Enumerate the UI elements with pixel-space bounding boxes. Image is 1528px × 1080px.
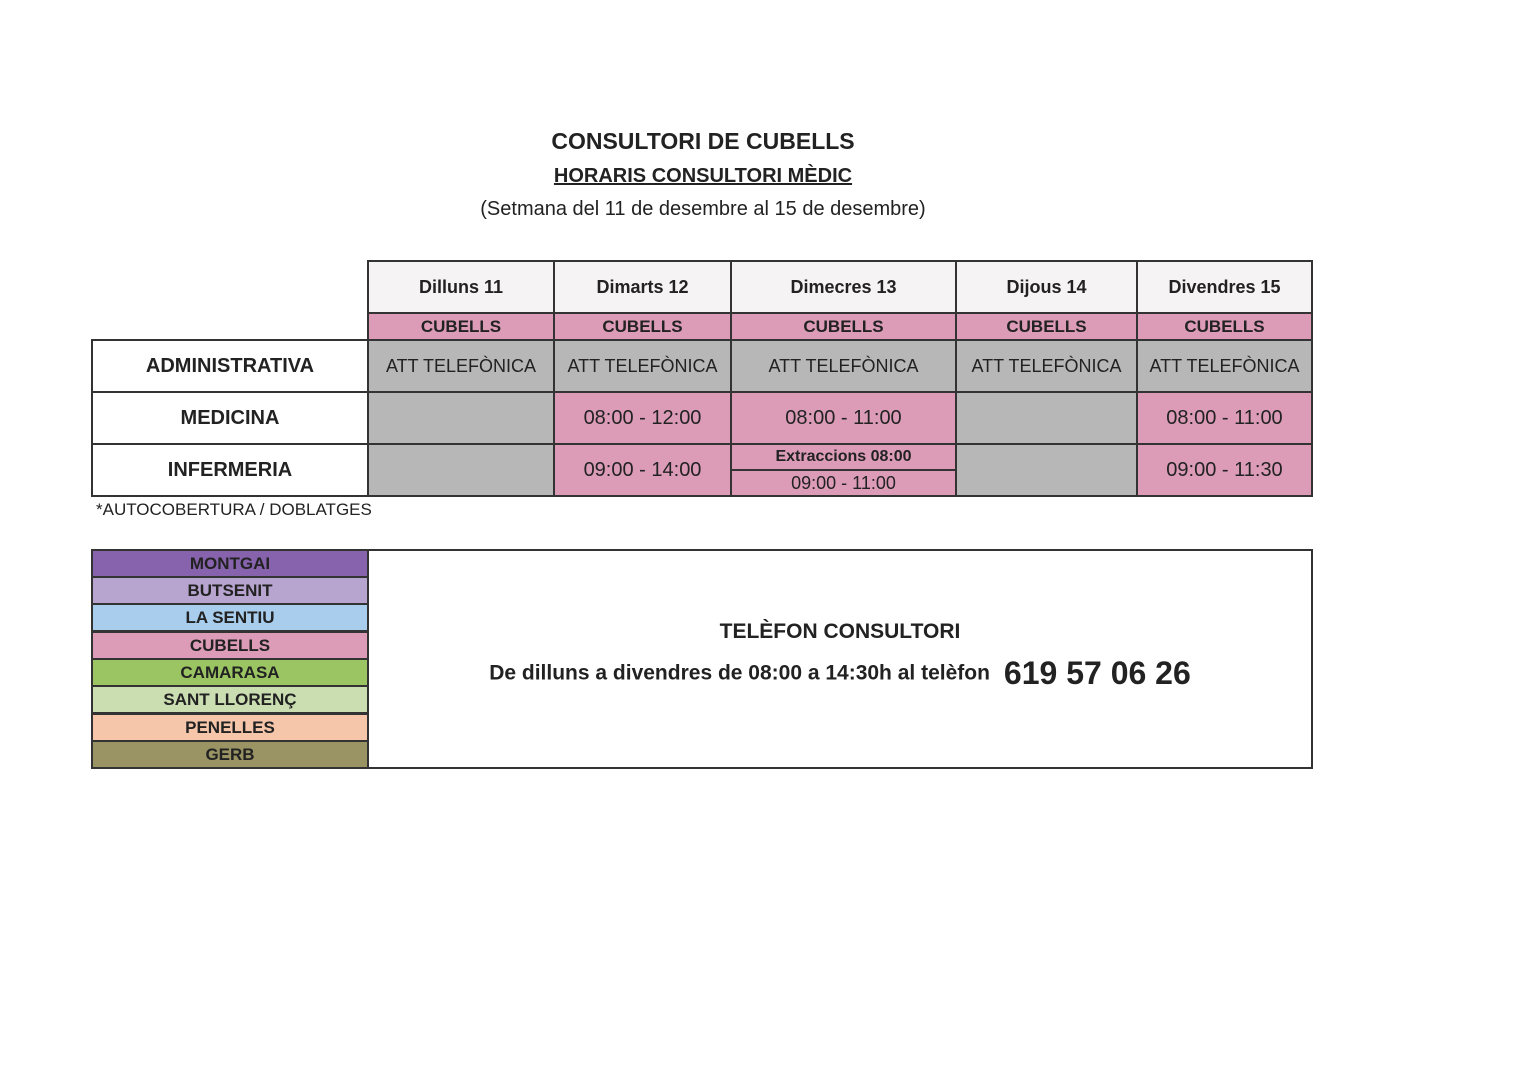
medicina-monday-cell: [367, 391, 555, 445]
location-wednesday: CUBELLS: [730, 312, 957, 341]
week-range: (Setmana del 11 de desembre al 15 de desembre): [480, 198, 926, 220]
phone-number: 619 57 06 26: [1003, 655, 1191, 691]
infermeria-thursday-cell: [955, 443, 1138, 497]
row-label-administrativa: ADMINISTRATIVA: [91, 339, 369, 393]
medicina-wednesday-cell: 08:00 - 11:00: [730, 391, 957, 445]
infermeria-monday-cell: [367, 443, 555, 497]
legend-item-montgai: MONTGAI: [91, 549, 369, 578]
page-title: CONSULTORI DE CUBELLS: [551, 128, 855, 154]
admin-tuesday-cell: ATT TELEFÒNICA: [553, 339, 732, 393]
row-label-medicina: MEDICINA: [91, 391, 369, 445]
day-header-monday: Dilluns 11: [367, 260, 555, 314]
legend-item-cubells: CUBELLS: [91, 631, 369, 660]
day-header-friday: Divendres 15: [1136, 260, 1313, 314]
infermeria-wednesday-extraccions: Extraccions 08:00: [730, 443, 957, 471]
infermeria-tuesday-cell: 09:00 - 14:00: [553, 443, 732, 497]
legend-item-sant-llorenc: SANT LLORENÇ: [91, 685, 369, 714]
location-thursday: CUBELLS: [955, 312, 1138, 341]
medicina-thursday-cell: [955, 391, 1138, 445]
legend-item-gerb: GERB: [91, 740, 369, 769]
page-subtitle: HORARIS CONSULTORI MÈDIC: [553, 165, 853, 187]
legend-item-la-sentiu: LA SENTIU: [91, 603, 369, 632]
admin-monday-cell: ATT TELEFÒNICA: [367, 339, 555, 393]
location-monday: CUBELLS: [367, 312, 555, 341]
location-friday: CUBELLS: [1136, 312, 1313, 341]
phone-title: TELÈFON CONSULTORI: [719, 620, 961, 643]
location-tuesday: CUBELLS: [553, 312, 732, 341]
footnote: *AUTOCOBERTURA / DOBLATGES: [96, 500, 372, 519]
row-label-infermeria: INFERMERIA: [91, 443, 369, 497]
day-header-wednesday: Dimecres 13: [730, 260, 957, 314]
infermeria-wednesday-cell: 09:00 - 11:00: [730, 469, 957, 497]
medicina-tuesday-cell: 08:00 - 12:00: [553, 391, 732, 445]
legend-item-camarasa: CAMARASA: [91, 658, 369, 687]
legend-item-butsenit: BUTSENIT: [91, 576, 369, 605]
day-header-tuesday: Dimarts 12: [553, 260, 732, 314]
legend-item-penelles: PENELLES: [91, 713, 369, 742]
admin-friday-cell: ATT TELEFÒNICA: [1136, 339, 1313, 393]
medicina-friday-cell: 08:00 - 11:00: [1136, 391, 1313, 445]
infermeria-friday-cell: 09:00 - 11:30: [1136, 443, 1313, 497]
admin-thursday-cell: ATT TELEFÒNICA: [955, 339, 1138, 393]
admin-wednesday-cell: ATT TELEFÒNICA: [730, 339, 957, 393]
phone-line: [367, 655, 1313, 692]
day-header-thursday: Dijous 14: [955, 260, 1138, 314]
phone-hours-text: De dilluns a divendres de 08:00 a 14:30h al telèfon: [489, 661, 990, 685]
